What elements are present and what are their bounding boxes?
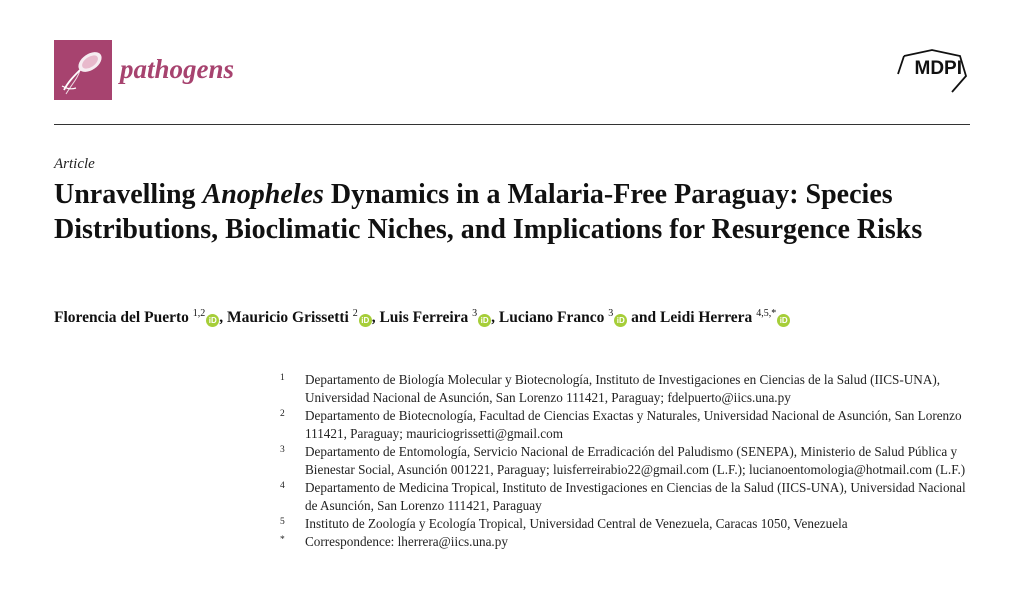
author (227, 309, 379, 326)
orcid-icon[interactable]: iD (777, 314, 790, 327)
title-part-1: Unravelling (54, 179, 203, 210)
author-name: Luis Ferreira (379, 309, 469, 326)
author-list (54, 309, 974, 327)
orcid-icon[interactable]: iD (359, 314, 372, 327)
author-name: Mauricio Grissetti (227, 309, 349, 326)
affiliation-text: Departamento de Biología Molecular y Biotecnología, Instituto de Investigaciones en Ciencias de la Salud (IICS-UNA), Universidad Nacional de Asunción, San Lorenzo 111421, Paraguay; fdelpuerto@iics.una.py (305, 372, 941, 405)
journal-header (54, 40, 970, 100)
author-separator: , (219, 309, 228, 326)
affiliation-item (278, 443, 968, 479)
affiliation-text: Departamento de Medicina Tropical, Instituto de Investigaciones en Ciencias de la Salud (IICS-UNA), Universidad Nacional de Asunción, San Lorenzo 111421, Paraguay (305, 480, 966, 513)
article-title (54, 177, 974, 247)
author (660, 309, 790, 326)
author (499, 309, 660, 326)
affiliation-number: 5 (280, 517, 285, 527)
mdpi-logo[interactable] (894, 48, 970, 96)
author-affiliation-ref: 1,2 (192, 307, 206, 319)
journal-logo[interactable] (54, 40, 112, 100)
author-affiliation-ref: 3 (472, 307, 478, 319)
author-affiliation-ref: 4,5,* (756, 307, 777, 319)
author-affiliation-ref: 3 (608, 307, 614, 319)
author-separator: and (627, 309, 661, 326)
pathogen-icon (54, 40, 112, 100)
orcid-icon[interactable]: iD (614, 314, 627, 327)
author-name: Luciano Franco (498, 309, 605, 326)
affiliation-number: 3 (280, 445, 285, 455)
affiliation-text: Departamento de Entomología, Servicio Nacional de Erradicación del Paludismo (SENEPA), Ministerio de Salud Pública y Bienestar Social, Asunción 001221, Paraguay; luisferreirabio22@gmail.com (L.F.); lucianoentomologia@hotmail.com (L.F.) (305, 444, 966, 477)
affiliation-number: 1 (280, 373, 285, 383)
affiliation-item (278, 515, 968, 533)
affiliation-number: 4 (280, 481, 285, 491)
author-separator: , (371, 309, 380, 326)
affiliation-item (278, 479, 968, 515)
affiliation-item (278, 371, 968, 407)
author (379, 309, 498, 326)
affiliation-text: Instituto de Zoología y Ecología Tropical, Universidad Central de Venezuela, Caracas 1050, Venezuela (305, 516, 848, 531)
author-name: Florencia del Puerto (54, 309, 189, 326)
author-name: Leidi Herrera (660, 309, 753, 326)
author-affiliation-ref: 2 (352, 307, 358, 319)
affiliation-item (278, 407, 968, 443)
author-separator: , (491, 309, 499, 326)
title-part-2: Dynamics in a Malaria-Free Paraguay: Species Distributions, Bioclimatic Niches, and Implications for Resurgence Risks (54, 179, 923, 245)
journal-name[interactable]: pathogens (120, 54, 235, 84)
article-type: Article (54, 156, 95, 172)
affiliation-text: Departamento de Biotecnología, Facultad de Ciencias Exactas y Naturales, Universidad Nacional de Asunción, San Lorenzo 111421, Paraguay; mauriciogrissetti@gmail.com (305, 408, 962, 441)
correspondence-text: Correspondence: lherrera@iics.una.py (305, 534, 508, 549)
affiliation-number: 2 (280, 409, 285, 419)
orcid-icon[interactable]: iD (478, 314, 491, 327)
correspondence-item (278, 533, 968, 551)
correspondence-marker: * (280, 535, 285, 545)
header-divider (54, 124, 970, 125)
author (54, 309, 227, 326)
publisher-name: MDPI (914, 58, 962, 79)
orcid-icon[interactable]: iD (206, 314, 219, 327)
affiliation-list (278, 371, 968, 551)
title-species: Anopheles (202, 179, 324, 210)
